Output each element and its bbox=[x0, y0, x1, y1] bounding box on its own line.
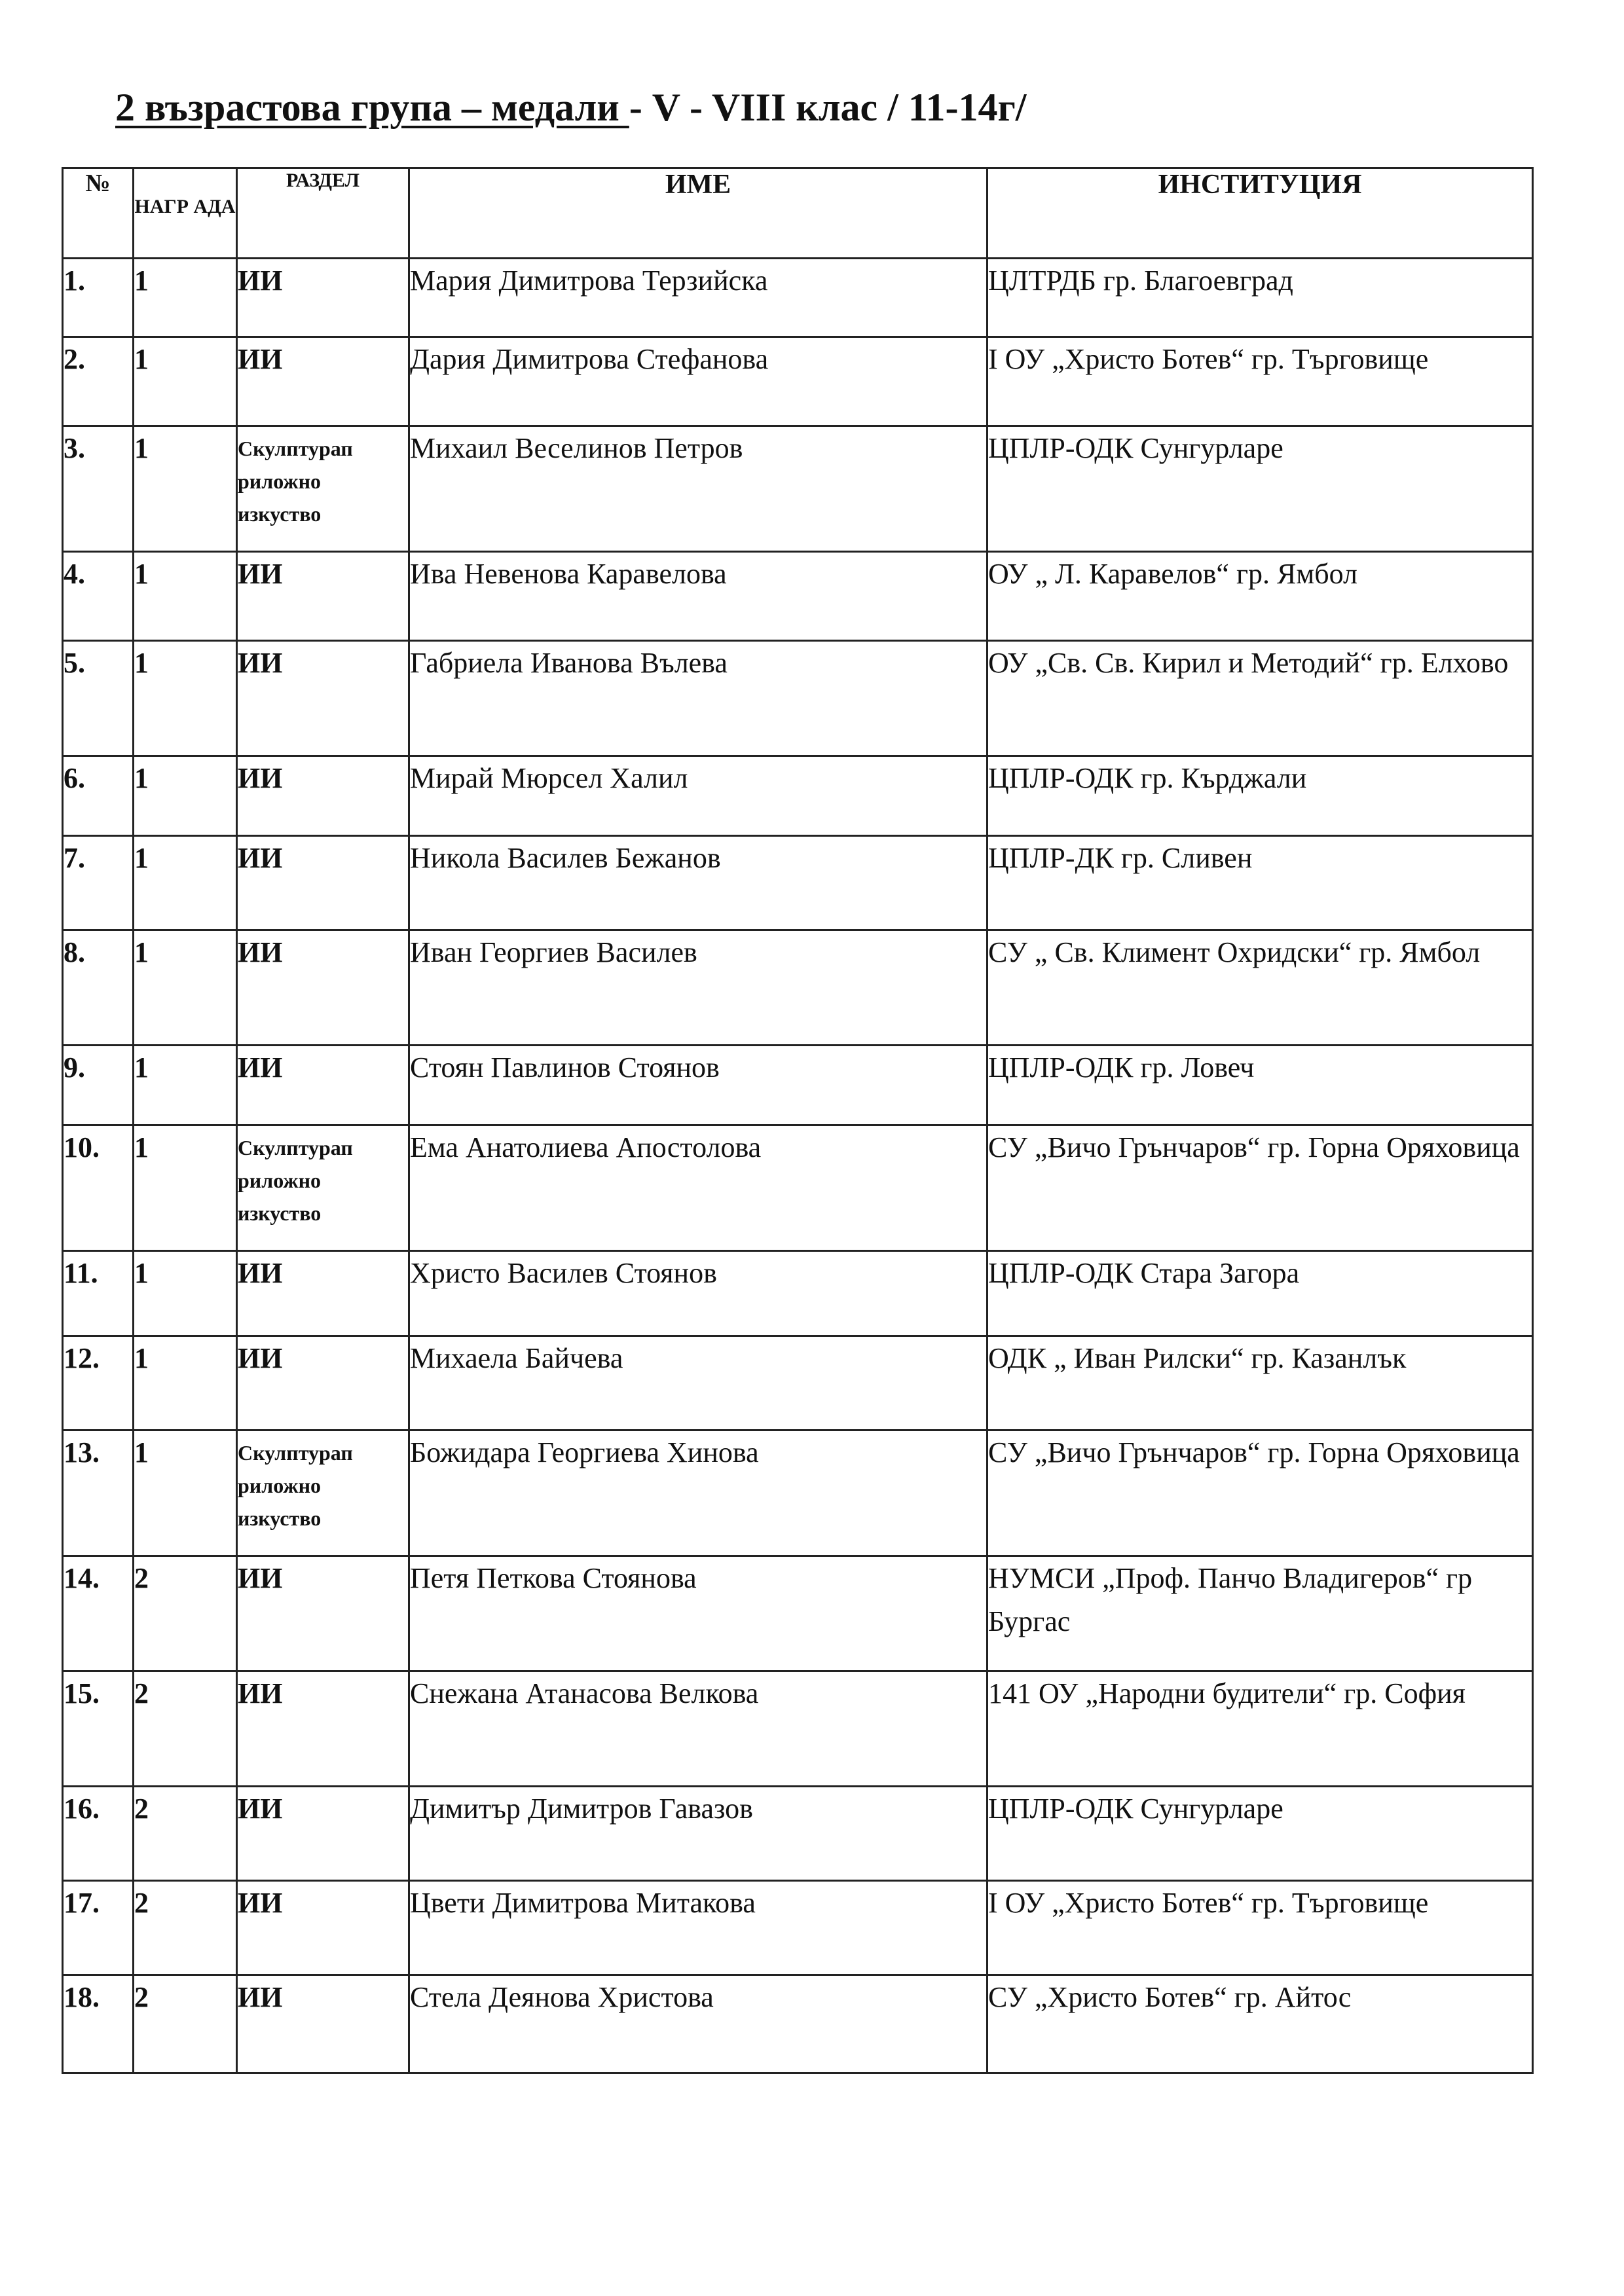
row-name: Стоян Павлинов Стоянов bbox=[409, 1046, 987, 1125]
row-institution: ЦПЛР-ОДК Стара Загора bbox=[987, 1251, 1533, 1336]
row-award: 1 bbox=[134, 337, 237, 426]
row-award: 1 bbox=[134, 1430, 237, 1556]
row-section: ИИ bbox=[237, 1787, 409, 1881]
table-row bbox=[63, 1125, 1533, 1251]
row-num: 12. bbox=[63, 1336, 134, 1430]
row-section: ИИ bbox=[237, 836, 409, 930]
row-num: 11. bbox=[63, 1251, 134, 1336]
row-num: 10. bbox=[63, 1125, 134, 1251]
row-num: 2. bbox=[63, 337, 134, 426]
row-num: 16. bbox=[63, 1787, 134, 1881]
row-name: Цвети Димитрова Митакова bbox=[409, 1881, 987, 1975]
row-name: Христо Василев Стоянов bbox=[409, 1251, 987, 1336]
results-table bbox=[62, 167, 1534, 2074]
row-section: Скулптурап риложно изкуство bbox=[237, 1125, 409, 1251]
row-num: 9. bbox=[63, 1046, 134, 1125]
table-row bbox=[63, 1556, 1533, 1671]
row-award: 1 bbox=[134, 1336, 237, 1430]
table-row bbox=[63, 1671, 1533, 1787]
row-award: 2 bbox=[134, 1556, 237, 1671]
row-award: 2 bbox=[134, 1881, 237, 1975]
row-institution: НУМСИ „Проф. Панчо Владигеров“ гр Бургас bbox=[987, 1556, 1533, 1671]
row-section: ИИ bbox=[237, 1336, 409, 1430]
row-award: 1 bbox=[134, 426, 237, 552]
row-section: ИИ bbox=[237, 552, 409, 641]
title-underlined: 2 възрастова група – медали bbox=[115, 86, 629, 129]
table-row bbox=[63, 1251, 1533, 1336]
table-row bbox=[63, 1881, 1533, 1975]
table-body bbox=[63, 259, 1533, 2073]
row-award: 1 bbox=[134, 1046, 237, 1125]
header-name: ИМЕ bbox=[409, 168, 987, 259]
row-institution: ЦПЛР-ОДК Сунгурларе bbox=[987, 1787, 1533, 1881]
row-num: 17. bbox=[63, 1881, 134, 1975]
table-row bbox=[63, 426, 1533, 552]
row-name: Божидара Георгиева Хинова bbox=[409, 1430, 987, 1556]
table-row bbox=[63, 1430, 1533, 1556]
row-institution: ЦПЛР-ОДК Сунгурларе bbox=[987, 426, 1533, 552]
row-institution: I ОУ „Христо Ботев“ гр. Търговище bbox=[987, 1881, 1533, 1975]
row-name: Ива Невенова Каравелова bbox=[409, 552, 987, 641]
table-row bbox=[63, 1975, 1533, 2073]
row-institution: ОДК „ Иван Рилски“ гр. Казанлък bbox=[987, 1336, 1533, 1430]
row-institution: ЦПЛР-ДК гр. Сливен bbox=[987, 836, 1533, 930]
row-award: 2 bbox=[134, 1787, 237, 1881]
row-name: Петя Петкова Стоянова bbox=[409, 1556, 987, 1671]
table-row bbox=[63, 1336, 1533, 1430]
table-row bbox=[63, 1787, 1533, 1881]
row-section: ИИ bbox=[237, 1556, 409, 1671]
row-institution: ЦПЛР-ОДК гр. Кърджали bbox=[987, 756, 1533, 836]
row-award: 1 bbox=[134, 1251, 237, 1336]
row-section: ИИ bbox=[237, 337, 409, 426]
row-section: ИИ bbox=[237, 756, 409, 836]
table-row bbox=[63, 836, 1533, 930]
row-section: ИИ bbox=[237, 1251, 409, 1336]
row-section: ИИ bbox=[237, 1046, 409, 1125]
table-row bbox=[63, 930, 1533, 1046]
row-award: 1 bbox=[134, 259, 237, 337]
row-section: ИИ bbox=[237, 930, 409, 1046]
row-name: Ема Анатолиева Апостолова bbox=[409, 1125, 987, 1251]
row-award: 2 bbox=[134, 1671, 237, 1787]
row-section: Скулптурап риложно изкуство bbox=[237, 426, 409, 552]
row-name: Никола Василев Бежанов bbox=[409, 836, 987, 930]
table-row bbox=[63, 1046, 1533, 1125]
table-row bbox=[63, 337, 1533, 426]
row-num: 15. bbox=[63, 1671, 134, 1787]
header-num: № bbox=[63, 168, 134, 259]
row-num: 3. bbox=[63, 426, 134, 552]
row-name: Мария Димитрова Терзийска bbox=[409, 259, 987, 337]
row-name: Габриела Иванова Вълева bbox=[409, 641, 987, 756]
title-rest: - V - VIII клас / 11-14г/ bbox=[629, 86, 1027, 129]
row-institution: ОУ „Св. Св. Кирил и Методий“ гр. Елхово bbox=[987, 641, 1533, 756]
header-award: НАГР АДА bbox=[134, 168, 237, 259]
row-num: 14. bbox=[63, 1556, 134, 1671]
row-institution: ЦПЛР-ОДК гр. Ловеч bbox=[987, 1046, 1533, 1125]
row-institution: СУ „Вичо Грънчаров“ гр. Горна Оряховица bbox=[987, 1430, 1533, 1556]
row-award: 2 bbox=[134, 1975, 237, 2073]
row-award: 1 bbox=[134, 552, 237, 641]
row-institution: ОУ „ Л. Каравелов“ гр. Ямбол bbox=[987, 552, 1533, 641]
row-name: Михаела Байчева bbox=[409, 1336, 987, 1430]
page-title bbox=[115, 85, 1026, 130]
row-institution: I ОУ „Христо Ботев“ гр. Търговище bbox=[987, 337, 1533, 426]
table-header-row bbox=[63, 168, 1533, 259]
row-num: 8. bbox=[63, 930, 134, 1046]
table-row bbox=[63, 641, 1533, 756]
row-institution: 141 ОУ „Народни будители“ гр. София bbox=[987, 1671, 1533, 1787]
row-num: 6. bbox=[63, 756, 134, 836]
row-name: Снежана Атанасова Велкова bbox=[409, 1671, 987, 1787]
row-num: 5. bbox=[63, 641, 134, 756]
row-award: 1 bbox=[134, 1125, 237, 1251]
row-num: 13. bbox=[63, 1430, 134, 1556]
row-num: 18. bbox=[63, 1975, 134, 2073]
row-section: ИИ bbox=[237, 259, 409, 337]
row-institution: СУ „Вичо Грънчаров“ гр. Горна Оряховица bbox=[987, 1125, 1533, 1251]
row-section: Скулптурап риложно изкуство bbox=[237, 1430, 409, 1556]
row-section: ИИ bbox=[237, 1975, 409, 2073]
table-row bbox=[63, 552, 1533, 641]
row-award: 1 bbox=[134, 756, 237, 836]
row-name: Стела Деянова Христова bbox=[409, 1975, 987, 2073]
row-name: Иван Георгиев Василев bbox=[409, 930, 987, 1046]
row-section: ИИ bbox=[237, 1881, 409, 1975]
row-name: Дария Димитрова Стефанова bbox=[409, 337, 987, 426]
row-name: Димитър Димитров Гавазов bbox=[409, 1787, 987, 1881]
table-row bbox=[63, 756, 1533, 836]
row-name: Михаил Веселинов Петров bbox=[409, 426, 987, 552]
row-name: Мирай Мюрсел Халил bbox=[409, 756, 987, 836]
row-num: 4. bbox=[63, 552, 134, 641]
row-section: ИИ bbox=[237, 641, 409, 756]
table-row bbox=[63, 259, 1533, 337]
header-institution: ИНСТИТУЦИЯ bbox=[987, 168, 1533, 259]
row-award: 1 bbox=[134, 641, 237, 756]
row-section: ИИ bbox=[237, 1671, 409, 1787]
row-award: 1 bbox=[134, 836, 237, 930]
row-institution: ЦЛТРДБ гр. Благоевград bbox=[987, 259, 1533, 337]
row-institution: СУ „ Св. Климент Охридски“ гр. Ямбол bbox=[987, 930, 1533, 1046]
row-award: 1 bbox=[134, 930, 237, 1046]
header-section: РАЗДЕЛ bbox=[237, 168, 409, 259]
row-institution: СУ „Христо Ботев“ гр. Айтос bbox=[987, 1975, 1533, 2073]
row-num: 1. bbox=[63, 259, 134, 337]
row-num: 7. bbox=[63, 836, 134, 930]
